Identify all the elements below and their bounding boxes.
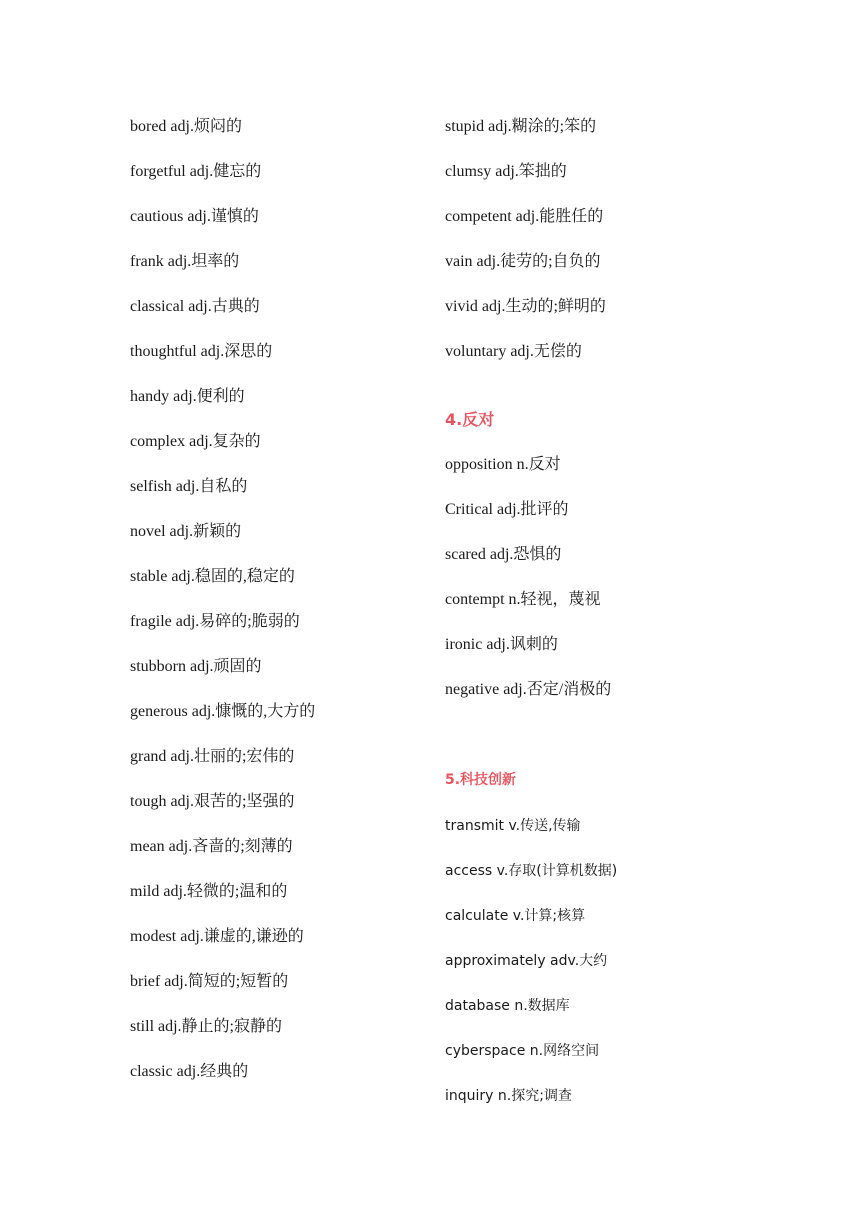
vocab-entry: thoughtful adj.深思的: [130, 343, 273, 360]
vocab-entry: access v.存取(计算机数据): [445, 863, 618, 879]
vocab-entry: competent adj.能胜任的: [445, 208, 604, 225]
vocab-entry: approximately adv.大约: [445, 953, 608, 969]
vocab-entry: tough adj.艰苦的;坚强的: [130, 793, 295, 810]
vocab-entry: frank adj.坦率的: [130, 253, 240, 270]
vocab-entry: brief adj.简短的;短暂的: [130, 973, 289, 990]
vocab-entry: calculate v.计算;核算: [445, 908, 586, 924]
vocab-entry: mild adj.轻微的;温和的: [130, 883, 288, 900]
vocab-entry: Critical adj.批评的: [445, 501, 569, 518]
vocab-entry: still adj.静止的;寂静的: [130, 1018, 283, 1035]
vocab-entry: mean adj.吝啬的;刻薄的: [130, 838, 293, 855]
vocab-entry: generous adj.慷慨的,大方的: [130, 703, 316, 720]
vocab-entry: handy adj.便利的: [130, 388, 245, 405]
vocab-entry: bored adj.烦闷的: [130, 118, 242, 135]
vocab-entry: cyberspace n.网络空间: [445, 1043, 600, 1059]
vocab-entry: stupid adj.糊涂的;笨的: [445, 118, 597, 135]
vocab-entry: negative adj.否定/消极的: [445, 681, 612, 698]
vocab-entry: scared adj.恐惧的: [445, 546, 562, 563]
section-heading-technology: 5.科技创新: [445, 772, 517, 788]
vocab-entry: novel adj.新颖的: [130, 523, 242, 540]
vocab-entry: selfish adj.自私的: [130, 478, 248, 495]
vocab-entry: forgetful adj.健忘的: [130, 163, 262, 180]
vocab-entry: ironic adj.讽刺的: [445, 636, 558, 653]
vocab-entry: stubborn adj.顽固的: [130, 658, 262, 675]
vocab-entry: inquiry n.探究;调查: [445, 1088, 572, 1104]
vocab-entry: cautious adj.谨慎的: [130, 208, 259, 225]
vocab-entry: contempt n.轻视，蔑视: [445, 591, 601, 608]
vocab-entry: transmit v.传送,传输: [445, 818, 581, 834]
vocab-entry: stable adj.稳固的,稳定的: [130, 568, 295, 585]
vocab-entry: modest adj.谦虚的,谦逊的: [130, 928, 304, 945]
vocab-entry: clumsy adj.笨拙的: [445, 163, 567, 180]
vocab-entry: vivid adj.生动的;鲜明的: [445, 298, 606, 315]
vocab-entry: vain adj.徒劳的;自负的: [445, 253, 601, 270]
vocab-entry: database n.数据库: [445, 998, 570, 1014]
section-heading-opposition: 4.反对: [445, 410, 495, 429]
vocab-entry: complex adj.复杂的: [130, 433, 261, 450]
vocab-entry: grand adj.壮丽的;宏伟的: [130, 748, 295, 765]
vocab-entry: classic adj.经典的: [130, 1063, 249, 1080]
vocab-entry: classical adj.古典的: [130, 298, 260, 315]
vocab-entry: opposition n.反对: [445, 456, 561, 473]
vocab-entry: fragile adj.易碎的;脆弱的: [130, 613, 300, 630]
vocab-entry: voluntary adj.无偿的: [445, 343, 582, 360]
